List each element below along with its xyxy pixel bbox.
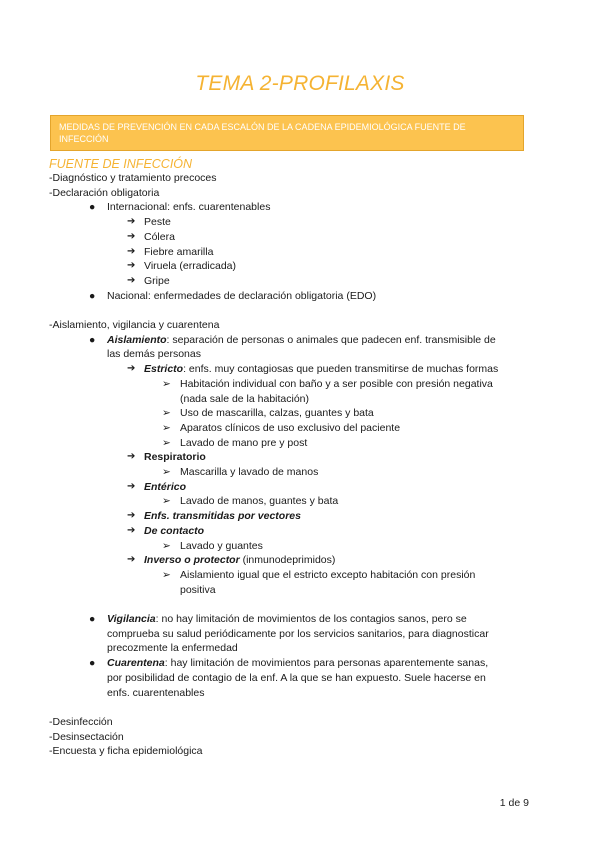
triangle-arrow-icon: ➢: [162, 436, 171, 449]
arrow-icon: ➔: [127, 216, 136, 228]
bullet-icon: ●: [89, 333, 96, 346]
bullet-icon: ●: [89, 613, 96, 626]
list-item: ➢ Mascarilla y lavado de manos: [162, 466, 319, 479]
arrow-icon: ➔: [127, 274, 136, 286]
list-item: ➢ Habitación individual con baño y a ser posible con presión negativa: [162, 377, 493, 390]
text-line: -Encuesta y ficha epidemiológica: [49, 745, 203, 758]
arrow-icon: ➔: [127, 524, 136, 536]
list-item: ● Aislamiento: separación de personas o animales que padecen enf. transmisible de: [89, 333, 496, 346]
page-number: 1 de 9: [499, 797, 529, 809]
list-item: ➢ Lavado de manos, guantes y bata: [162, 495, 339, 508]
list-item: ➢ Lavado y guantes: [162, 539, 263, 552]
list-item-continuation: por posibilidad de contagio de la enf. A la que se han expuesto. Suele hacerse en: [107, 671, 486, 684]
list-item: ➢ Uso de mascarilla, calzas, guantes y bata: [162, 407, 374, 420]
section-banner: MEDIDAS DE PREVENCIÓN EN CADA ESCALÓN DE LA CADENA EPIDEMIOLÓGICA FUENTE DE INFECCIÓN: [50, 115, 524, 151]
triangle-arrow-icon: ➢: [162, 407, 171, 420]
list-item-continuation: precozmente la enfermedad: [107, 642, 238, 655]
text-line: -Declaración obligatoria: [49, 186, 160, 199]
triangle-arrow-icon: ➢: [162, 568, 171, 581]
bullet-icon: ●: [89, 289, 96, 302]
arrow-icon: ➔: [127, 510, 136, 522]
list-item: ➔ Enfs. transmitidas por vectores: [127, 510, 301, 523]
section-heading: FUENTE DE INFECCIÓN: [49, 157, 193, 171]
triangle-arrow-icon: ➢: [162, 377, 171, 390]
list-item: ➔ Cólera: [127, 230, 175, 243]
list-item: ● Vigilancia: no hay limitación de movimientos de los contagios sanos, pero se: [89, 613, 467, 626]
arrow-icon: ➔: [127, 451, 136, 463]
list-item: ● Internacional: enfs. cuarentenables: [89, 201, 271, 214]
arrow-icon: ➔: [127, 260, 136, 272]
triangle-arrow-icon: ➢: [162, 539, 171, 552]
list-item: ➔ Peste: [127, 216, 171, 229]
list-item: ➢ Aislamiento igual que el estricto excepto habitación con presión: [162, 568, 476, 581]
list-item: ➔ De contacto: [127, 524, 205, 537]
list-item: ➔ Inverso o protector (inmunodeprimidos): [127, 554, 336, 567]
list-item: ➢ Lavado de mano pre y post: [162, 436, 308, 449]
list-item-continuation: (nada sale de la habitación): [180, 392, 310, 405]
list-item-continuation: comprueba su salud periódicamente por los servicios sanitarios, para diagnosticar: [107, 627, 489, 640]
arrow-icon: ➔: [127, 554, 136, 566]
arrow-icon: ➔: [127, 363, 136, 375]
list-item: ➔ Entérico: [127, 480, 187, 493]
list-item: ➔ Estricto: enfs. muy contagiosas que pueden transmitirse de muchas formas: [127, 363, 499, 376]
text-line: -Desinfección: [49, 715, 113, 728]
page-title: TEMA 2-PROFILAXIS: [195, 72, 405, 95]
text-line: -Desinsectación: [49, 730, 124, 743]
list-item: ➔ Respiratorio: [127, 451, 206, 464]
list-item-continuation: las demás personas: [107, 348, 201, 361]
arrow-icon: ➔: [127, 480, 136, 492]
document-body: [49, 157, 529, 759]
text-line: -Aislamiento, vigilancia y cuarentena: [49, 319, 220, 332]
triangle-arrow-icon: ➢: [162, 421, 171, 434]
list-item-continuation: enfs. cuarentenables: [107, 686, 205, 699]
arrow-icon: ➔: [127, 230, 136, 242]
list-item: ➔ Viruela (erradicada): [127, 260, 237, 273]
triangle-arrow-icon: ➢: [162, 495, 171, 508]
list-item-continuation: positiva: [180, 583, 216, 596]
arrow-icon: ➔: [127, 245, 136, 257]
bullet-icon: ●: [89, 657, 96, 670]
list-item: ● Nacional: enfermedades de declaración obligatoria (EDO): [89, 289, 377, 302]
list-item: ➔ Fiebre amarilla: [127, 245, 214, 258]
text-line: -Diagnóstico y tratamiento precoces: [49, 172, 217, 184]
list-item: ➔ Gripe: [127, 274, 170, 287]
list-item: ● Cuarentena: hay limitación de movimientos para personas aparentemente sanas,: [89, 657, 489, 670]
bullet-icon: ●: [89, 201, 96, 214]
list-item: ➢ Aparatos clínicos de uso exclusivo del paciente: [162, 421, 401, 434]
triangle-arrow-icon: ➢: [162, 466, 171, 479]
